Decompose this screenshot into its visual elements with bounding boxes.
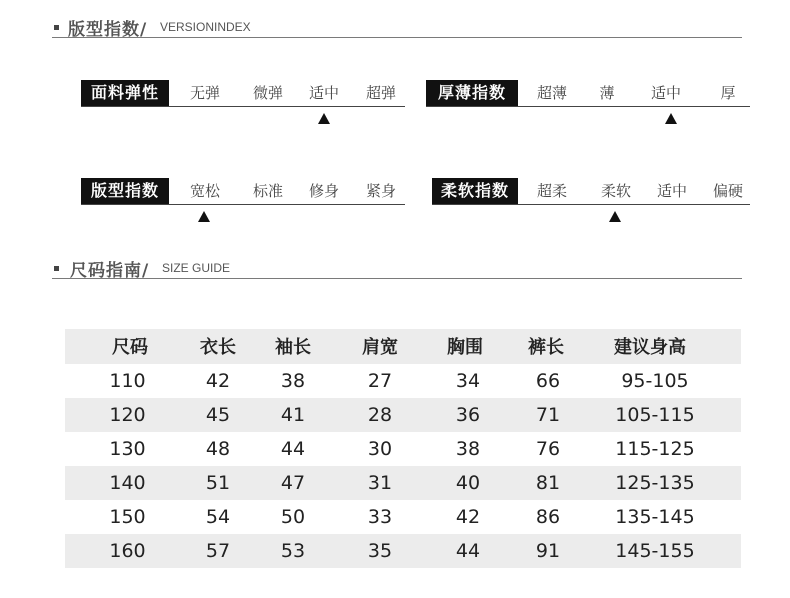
table-cell: 31	[367, 472, 393, 494]
scale-option: 适中	[656, 182, 687, 200]
table-row	[65, 534, 741, 568]
table-cell: 27	[367, 370, 393, 392]
table-cell: 28	[367, 404, 393, 426]
selected-marker-icon	[609, 211, 621, 222]
selected-marker-icon	[665, 113, 677, 124]
table-cell: 125-135	[615, 472, 695, 494]
table-cell: 40	[455, 472, 481, 494]
column-header: 衣长	[200, 337, 236, 358]
scale-option: 紧身	[365, 182, 396, 200]
scale-option: 超柔	[536, 182, 567, 200]
table-cell: 160	[109, 540, 146, 562]
scale-label: 柔软指数	[432, 178, 518, 204]
scale-option-selected: 适中	[308, 84, 339, 102]
version-index-header	[52, 15, 742, 38]
scale-option: 偏硬	[712, 182, 743, 200]
table-cell: 53	[280, 540, 306, 562]
table-row	[65, 432, 741, 466]
table-cell: 33	[367, 506, 393, 528]
scale-option: 微弹	[252, 84, 283, 102]
scale-option-selected: 柔软	[600, 182, 631, 200]
bullet-icon	[54, 25, 59, 30]
table-row	[65, 364, 741, 398]
table-cell: 66	[535, 370, 561, 392]
scale-fit	[81, 178, 405, 205]
table-cell: 42	[455, 506, 481, 528]
column-header: 肩宽	[362, 337, 398, 358]
scale-option: 无弹	[189, 84, 220, 102]
scale-label: 版型指数	[81, 178, 169, 204]
table-cell: 38	[280, 370, 306, 392]
table-cell: 38	[455, 438, 481, 460]
table-cell: 76	[535, 438, 561, 460]
table-cell: 34	[455, 370, 481, 392]
table-row	[65, 500, 741, 534]
table-cell: 91	[535, 540, 561, 562]
table-cell: 71	[535, 404, 561, 426]
table-cell: 120	[109, 404, 146, 426]
table-cell: 35	[367, 540, 393, 562]
table-cell: 135-145	[615, 506, 695, 528]
scale-thickness	[426, 80, 750, 107]
table-header-row	[65, 329, 741, 364]
scale-label: 面料弹性	[81, 80, 169, 106]
table-cell: 140	[109, 472, 146, 494]
table-cell: 150	[109, 506, 146, 528]
bullet-icon	[54, 266, 59, 271]
table-cell: 41	[280, 404, 306, 426]
table-cell: 30	[367, 438, 393, 460]
table-cell: 81	[535, 472, 561, 494]
column-header: 袖长	[275, 337, 311, 358]
table-cell: 42	[205, 370, 231, 392]
table-cell: 51	[205, 472, 231, 494]
scale-option: 超弹	[365, 84, 396, 102]
selected-marker-icon	[318, 113, 330, 124]
scale-option: 超薄	[536, 84, 567, 102]
column-header: 尺码	[112, 337, 148, 358]
scale-label: 厚薄指数	[426, 80, 518, 106]
table-cell: 45	[205, 404, 231, 426]
size-guide-title: 尺码指南/	[70, 261, 150, 281]
scale-option: 修身	[308, 182, 339, 200]
scale-option-selected: 宽松	[189, 182, 220, 200]
scale-fabric-elasticity	[81, 80, 405, 107]
scale-option: 厚	[720, 84, 736, 102]
table-cell: 110	[109, 370, 146, 392]
table-cell: 115-125	[615, 438, 695, 460]
table-cell: 95-105	[621, 370, 689, 392]
size-table	[65, 329, 741, 568]
table-row	[65, 466, 741, 500]
table-cell: 48	[205, 438, 231, 460]
size-guide-header	[52, 256, 742, 279]
scale-option: 标准	[252, 182, 283, 200]
table-cell: 36	[455, 404, 481, 426]
selected-marker-icon	[198, 211, 210, 222]
table-row	[65, 398, 741, 432]
version-index-subtitle: VERSIONINDEX	[160, 20, 251, 34]
table-cell: 57	[205, 540, 231, 562]
table-cell: 105-115	[615, 404, 695, 426]
table-cell: 47	[280, 472, 306, 494]
version-index-title: 版型指数/	[68, 20, 148, 40]
table-cell: 54	[205, 506, 231, 528]
table-cell: 44	[280, 438, 306, 460]
column-header: 裤长	[528, 337, 564, 358]
scale-softness	[432, 178, 750, 205]
column-header: 建议身高	[614, 337, 686, 358]
table-cell: 50	[280, 506, 306, 528]
table-cell: 130	[109, 438, 146, 460]
scale-option: 薄	[599, 84, 615, 102]
table-cell: 86	[535, 506, 561, 528]
column-header: 胸围	[447, 337, 483, 358]
table-cell: 145-155	[615, 540, 695, 562]
scale-option-selected: 适中	[650, 84, 681, 102]
size-guide-subtitle: SIZE GUIDE	[162, 261, 231, 275]
table-cell: 44	[455, 540, 481, 562]
